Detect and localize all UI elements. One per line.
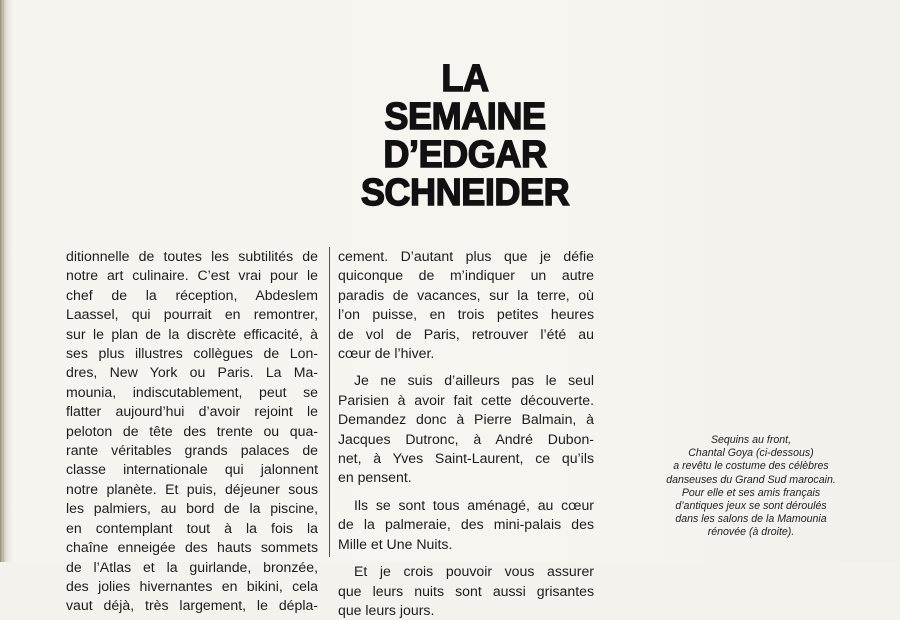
text-line: net, à Yves Saint-Laurent, ce qu’ils <box>338 450 594 467</box>
text-line: ditionnelle de toutes les subtilités de <box>66 248 318 264</box>
caption-line: Sequins au front, <box>710 434 792 446</box>
text-line: Parisien à avoir fait cette découverte. <box>338 391 594 408</box>
page-spine <box>0 0 12 562</box>
text-line: rante véritables grands palaces de <box>66 442 318 459</box>
photo-caption <box>636 434 866 540</box>
article-column-right <box>338 247 594 620</box>
text-line: Demandez donc à Pierre Balmain, à <box>338 411 594 428</box>
text-line: dres, New York ou Paris. La Ma- <box>66 364 318 381</box>
caption-line: d’antiques jeux se sont déroulés <box>675 500 827 513</box>
text-line: en contemplant tout à la fois la <box>66 519 318 536</box>
text-line: Mille et Une Nuits. <box>338 535 453 552</box>
text-line: quiconque de m’indiquer un autre <box>338 267 594 284</box>
article-column-left <box>66 247 318 616</box>
text-line: que leurs jours. <box>338 601 435 618</box>
text-line: de la palmeraie, des mini-palais des <box>338 516 594 533</box>
paragraph <box>338 562 594 620</box>
text-line: ses plus illustres collègues de Lon- <box>66 345 318 362</box>
text-line: chaîne enneigée des hauts sommets <box>66 539 318 556</box>
caption-line: danseuses du Grand Sud marocain. <box>666 473 836 486</box>
paragraph <box>338 247 594 363</box>
text-line: peloton de tête des trente ou qua- <box>66 422 318 439</box>
text-line: chef de la réception, Abdeslem <box>66 286 318 303</box>
text-line: flatter aujourd’hui d’avoir rejoint le <box>66 403 318 420</box>
text-line: cement. D’autant plus que je défie <box>338 248 594 264</box>
text-line: paradis de vacances, sur la terre, où <box>338 286 594 303</box>
text-line: sur le plan de la discrète efficacité, à <box>66 325 318 342</box>
text-line: Et je crois pouvoir vous assurer <box>354 563 594 580</box>
title-line: D’EDGAR <box>383 134 547 176</box>
caption-line: Pour elle et ses amis français <box>681 486 821 499</box>
text-line: Laassel, qui pourrait en remontrer, <box>66 306 318 323</box>
text-line: de l’Atlas et la guirlande, bronzée, <box>66 558 318 575</box>
title-line: SEMAINE <box>384 96 546 138</box>
caption-line: a revêtu le costume des célèbres <box>673 460 829 473</box>
caption-line: rénovée (à droite). <box>707 526 795 539</box>
title-line: SCHNEIDER <box>360 172 570 214</box>
paragraph <box>338 496 594 554</box>
text-line: que leurs nuits sont aussi grisantes <box>338 582 594 599</box>
text-line: de vol de Paris, retrouver l’été au <box>338 325 594 342</box>
text-line: notre art culinaire. C’est vrai pour le <box>66 267 318 284</box>
title-line: LA <box>441 58 489 100</box>
text-line: notre planète. Et puis, déjeuner sous <box>66 480 318 497</box>
text-line: les palmiers, au bord de la piscine, <box>66 500 318 517</box>
text-line: des jolies hivernantes en bikini, cela <box>66 577 318 594</box>
article-title <box>337 60 594 212</box>
text-line: l’on puisse, en trois petites heures <box>338 306 594 323</box>
text-line: en pensent. <box>338 469 412 486</box>
column-divider <box>329 247 330 557</box>
text-line: vaut déjà, très largement, le dépla- <box>66 597 318 614</box>
caption-line: dans les salons de la Mamounia <box>675 513 827 526</box>
text-line: classe internationale qui jalonnent <box>66 461 318 478</box>
text-line: cœur de l’hiver. <box>338 345 435 362</box>
text-line: Je ne suis d’ailleurs pas le seul <box>354 372 594 389</box>
text-line: Ils se sont tous aménagé, au cœur <box>354 496 594 513</box>
paragraph <box>338 371 594 487</box>
text-line: Jacques Dutronc, à André Dubon- <box>338 430 594 447</box>
text-line: mounia, indiscutablement, peut se <box>66 383 318 400</box>
caption-line: Chantal Goya (ci-dessous) <box>688 447 814 460</box>
